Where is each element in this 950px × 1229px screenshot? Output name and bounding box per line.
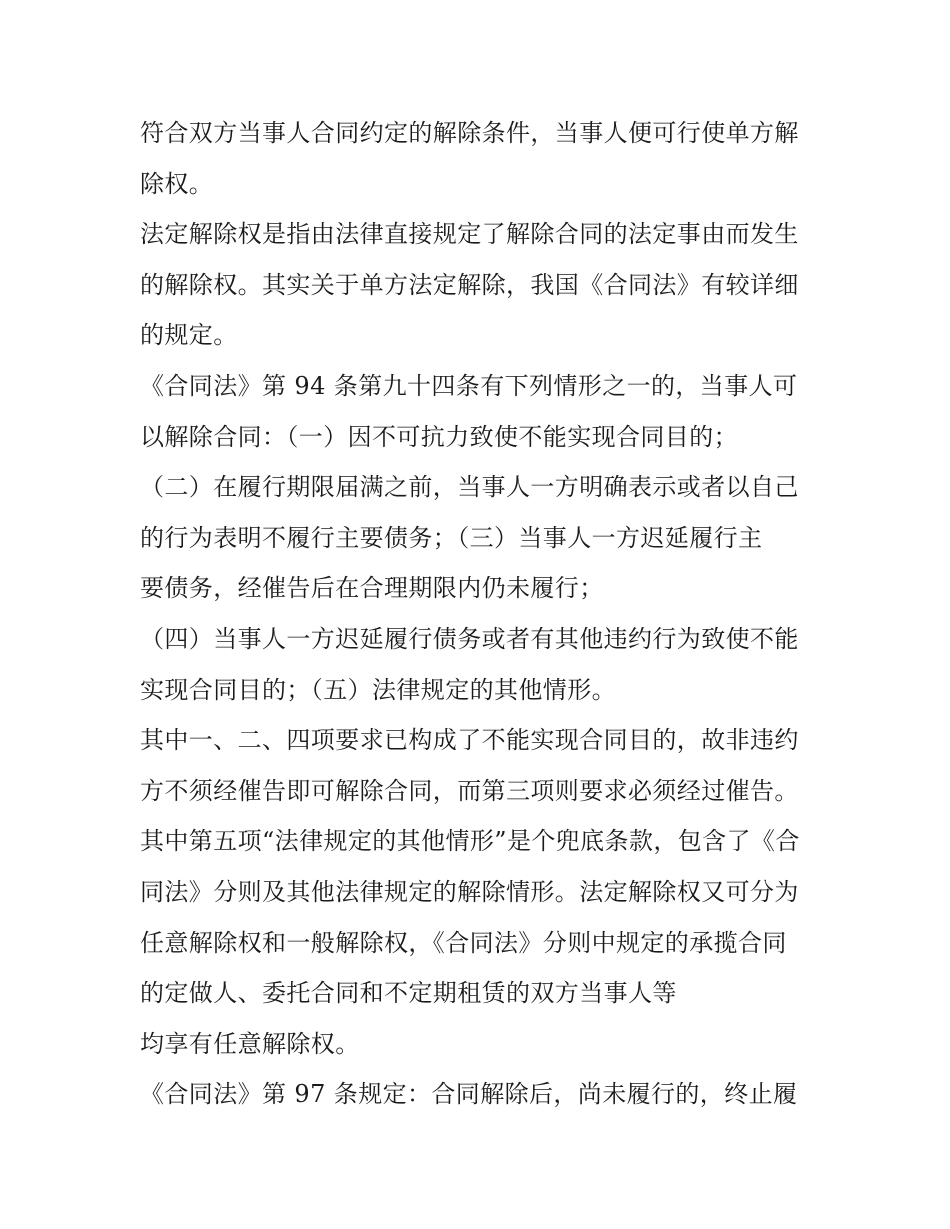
text-line: 任意解除权和一般解除权，《合同法》分则中规定的承揽合同 xyxy=(140,928,787,957)
text-line: 的规定。 xyxy=(140,321,238,350)
text-line: 同法》分则及其他法律规定的解除情形。法定解除权又可分为 xyxy=(140,877,799,906)
text-line: 其中一、二、四项要求已构成了不能实现合同目的，故非违约 xyxy=(140,726,799,755)
text-line: 的解除权。其实关于单方法定解除，我国《合同法》有较详细 xyxy=(140,270,799,299)
text-line: 法定解除权是指由法律直接规定了解除合同的法定事由而发生 xyxy=(140,220,799,249)
text-line: 的定做人、委托合同和不定期租赁的双方当事人等 xyxy=(140,979,677,1008)
text-line: 其中第五项“法律规定的其他情形”是个兜底条款，包含了《合 xyxy=(140,827,800,856)
text-line: 《合同法》第 94 条第九十四条有下列情形之一的，当事人可 xyxy=(140,371,798,400)
text-line: （二）在履行期限届满之前，当事人一方明确表示或者以自己 xyxy=(140,473,799,502)
text-line: 要债务，经催告后在合理期限内仍未履行； xyxy=(140,574,604,603)
text-line: 实现合同目的；（五）法律规定的其他情形。 xyxy=(140,675,616,704)
text-line: 《合同法》第 97 条规定：合同解除后，尚未履行的，终止履 xyxy=(140,1080,798,1109)
text-line: 符合双方当事人合同约定的解除条件，当事人便可行使单方解 xyxy=(140,119,799,147)
document-body xyxy=(140,108,820,1120)
text-line: 均享有任意解除权。 xyxy=(140,1029,360,1058)
text-line: 除权。 xyxy=(140,169,214,198)
text-line: 以解除合同：（一）因不可抗力致使不能实现合同目的； xyxy=(140,422,738,451)
text-line: 的行为表明不履行主要债务；（三）当事人一方迟延履行主 xyxy=(140,523,763,552)
text-line: （四）当事人一方迟延履行债务或者有其他违约行为致使不能 xyxy=(140,624,799,653)
text-line: 方不须经催告即可解除合同，而第三项则要求必须经过催告。 xyxy=(140,776,799,805)
